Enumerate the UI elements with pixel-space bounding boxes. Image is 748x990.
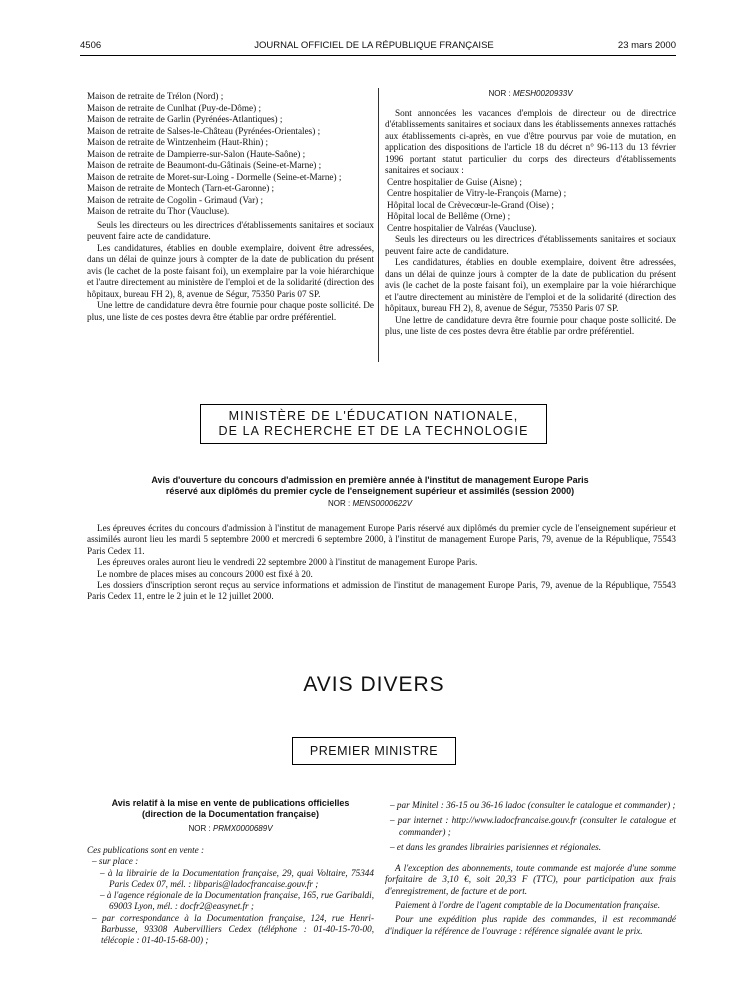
- header-rule: [80, 55, 676, 56]
- list-item: Centre hospitalier de Guise (Aisne) ;: [387, 176, 522, 187]
- list-item: Hôpital local de Bellême (Orne) ;: [387, 211, 511, 221]
- list-item: – à la librairie de la Documentation française, 29, quai Voltaire, 75344 Paris Cedex 07, mél. : libparis@ladocfrancaise.gouv.fr ;: [100, 867, 374, 889]
- section-title: AVIS DIVERS: [303, 673, 445, 696]
- notice-title: Avis relatif à la mise en vente de publications officielles (direction de la Documentation française): [111, 798, 350, 819]
- list-item: Maison de retraite de Montech (Tarn-et-Garonne) ;: [87, 183, 275, 193]
- left-column: [87, 91, 374, 323]
- paragraph: Le nombre de places mises au concours 2000 est fixé à 20.: [97, 568, 313, 579]
- hospital-list: [385, 177, 676, 235]
- list-item: Hôpital local de Crèvecœur-le-Grand (Oise) ;: [387, 199, 554, 210]
- notice-title: Avis d'ouverture du concours d'admission en première année à l'institut de management Europe Paris réservé aux diplômés du premier cycle de l'enseignement supérieur et assimilés (session 2000): [151, 475, 589, 496]
- list-item: Maison de retraite de Dampierre-sur-Salon (Haute-Saône) ;: [87, 148, 306, 159]
- nor-reference: NOR : PRMX0000689V: [188, 824, 273, 833]
- list-item: – à l'agence régionale de la Documentation française, 165, rue Garibaldi, 69003 Lyon, mél. : docfr2@easynet.fr ;: [100, 890, 374, 912]
- paragraph: A l'exception des abonnements, toute commande est majorée d'une somme forfaitaire de 3,10 €, soit 20,33 F (TTC), pour participation aux frais d'enregistrement, de facture et de port.: [385, 863, 676, 896]
- issue-date: 23 mars 2000: [617, 40, 676, 51]
- ministry-heading: MINISTÈRE DE L'ÉDUCATION NATIONALE, DE LA RECHERCHE ET DE LA TECHNOLOGIE: [200, 404, 547, 444]
- list-item: Maison de retraite de Moret-sur-Loing - Dormelle (Seine-et-Marne) ;: [87, 171, 342, 182]
- list-item: Maison de retraite de Cunlhat (Puy-de-Dôme) ;: [87, 102, 262, 113]
- list-item: – et dans les grandes librairies parisiennes et régionales.: [390, 841, 602, 852]
- paragraph: Paiement à l'ordre de l'agent comptable de la Documentation française.: [395, 900, 661, 911]
- sales-channels: [385, 798, 676, 937]
- journal-title: JOURNAL OFFICIEL DE LA RÉPUBLIQUE FRANÇAISE: [254, 40, 494, 51]
- paragraph: Les candidatures, établies en double exemplaire, doivent être adressées, dans un délai de quinze jours à compter de la date de publication du présent avis (le cachet de la poste faisant foi), un exemplaire par la voie hiérarchique et l'autre directement au ministère de l'emploi et de la solidarité (direction des hôpitaux, bureau FH 2), 8, avenue de Ségur, 75350 Paris 07 SP.: [87, 242, 374, 299]
- paragraph: Les épreuves écrites du concours d'admission à l'institut de management Europe Paris réservé aux diplômés du premier cycle de l'enseignement supérieur et assimilés auront lieu les mardi 5 septembre 2000 et mercredi 6 septembre 2000, à l'institut de management Europe Paris, 79, avenue de la République, 75543 Paris Cedex 11.: [87, 523, 676, 556]
- paragraph: Les candidatures, établies en double exemplaire, doivent être adressées, dans un délai de quinze jours à compter de la date de publication du présent avis (le cachet de la poste faisant foi), un exemplaire par la voie hiérarchique et l'autre directement au ministère de l'emploi et de la solidarité (direction des hôpitaux, bureau FH 2), 8, avenue de Ségur, 75350 Paris 07 SP.: [385, 257, 676, 313]
- list-item: – par Minitel : 36-15 ou 36-16 ladoc (consulter le catalogue et commander) ;: [390, 800, 676, 810]
- paragraph: Sont annoncées les vacances d'emplois de directeur ou de directrice d'établissements sanitaires et sociaux dans les établissements annexes rattachés aux établissements ci-après, en vue d'être pourvus par voie de mutation, en application des dispositions de l'article 18 du décret n° 96-113 du 13 février 1996 portant statut particulier du corps des directeurs d'établissements sanitaires et sociaux :: [385, 107, 676, 175]
- retirement-home-list: [87, 91, 374, 218]
- list-item: Maison de retraite de Cogolin - Grimaud (Var) ;: [87, 194, 264, 205]
- list-item: – par internet : http://www.ladocfrancaise.gouv.fr (consulter le catalogue et commander) ;: [390, 815, 676, 837]
- list-item: – par correspondance à la Documentation française, 124, rue Henri-Barbusse, 93308 Aubervilliers Cedex (téléphone : 01-40-15-70-00, télécopie : 01-40-15-68-00) ;: [92, 912, 374, 946]
- nor-reference: NOR : MENS0000622V: [327, 499, 413, 508]
- list-item: Maison de retraite de Garlin (Pyrénées-Atlantiques) ;: [87, 114, 283, 124]
- list-item: Maison de retraite de Beaumont-du-Gâtinais (Seine-et-Marne) ;: [87, 160, 322, 170]
- nor-reference: NOR : MESH0020933V: [488, 89, 573, 98]
- paragraph: Pour une expédition plus rapide des commandes, il est recommandé d'indiquer la référence de l'ouvrage : référence signalée avant le prix.: [385, 914, 676, 936]
- list-item: Centre hospitalier de Valréas (Vaucluse).: [387, 222, 537, 233]
- right-column: [385, 88, 676, 338]
- ministry-heading: PREMIER MINISTRE: [292, 737, 456, 765]
- list-item: Maison de retraite du Thor (Vaucluse).: [87, 206, 230, 216]
- paragraph: Une lettre de candidature devra être fournie pour chaque poste sollicité. De plus, une liste de ces postes devra être établie par ordre préférentiel.: [87, 300, 374, 322]
- list-item: Maison de retraite de Salses-le-Château (Pyrénées-Orientales) ;: [87, 125, 321, 136]
- paragraph: Les épreuves orales auront lieu le vendredi 22 septembre 2000 à l'institut de management Europe Paris.: [97, 557, 478, 568]
- paragraph: Seuls les directeurs ou les directrices d'établissements sanitaires et sociaux peuvent faire acte de candidature.: [385, 234, 676, 256]
- list-item: Maison de retraite de Trélon (Nord) ;: [87, 91, 224, 101]
- column-divider: [378, 88, 379, 362]
- paragraph: Seuls les directeurs ou les directrices d'établissements sanitaires et sociaux peuvent faire acte de candidature.: [87, 219, 374, 241]
- paragraph: Les dossiers d'inscription seront reçus au service informations et admission de l'institut de management Europe Paris, 79, avenue de la République, 75543 Paris Cedex 11, entre le 2 juin et le 12 juillet 2000.: [87, 580, 676, 602]
- page-number: 4506: [80, 40, 102, 51]
- sales-locations: [87, 845, 374, 947]
- paragraph: Une lettre de candidature devra être fournie pour chaque poste sollicité. De plus, une liste de ces postes devra être établie par ordre préférentiel.: [385, 314, 676, 336]
- list-item: Maison de retraite de Wintzenheim (Haut-Rhin) ;: [87, 137, 269, 147]
- list-item: – sur place :: [92, 856, 139, 867]
- list-item: Centre hospitalier de Vitry-le-François (Marne) ;: [387, 188, 567, 198]
- paragraph: Ces publications sont en vente :: [87, 845, 205, 855]
- notice-body: [87, 523, 676, 603]
